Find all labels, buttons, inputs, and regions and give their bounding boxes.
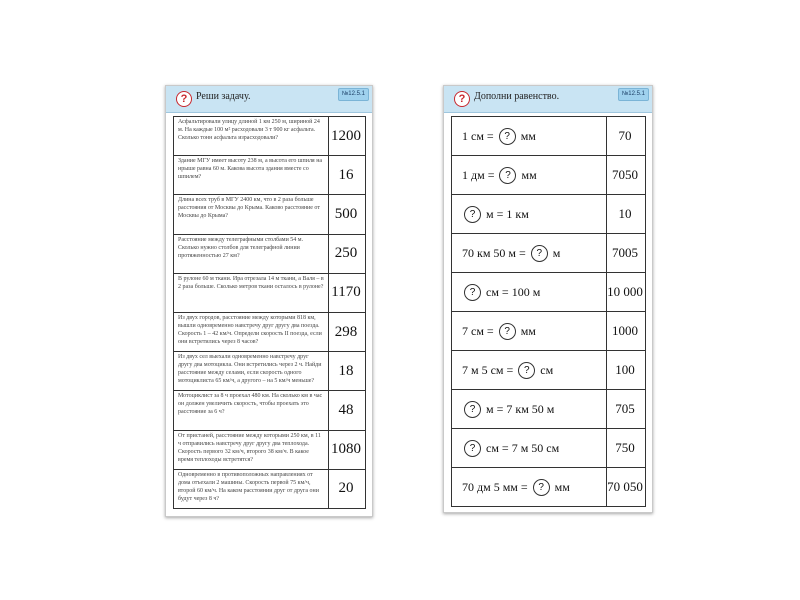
equation-right: м [549, 246, 561, 260]
problem-text: Длина всех труб в МГУ 2400 км, что в 2 раза больше расстояния от Москвы до Крыма. Каково расстояние от Москвы до Крыма? [174, 195, 329, 233]
problem-text: Здание МГУ имеет высоту 238 м, а высота его шпиля на нрыше равна 60 м. Какова высота здания вместе со шпилем? [174, 156, 329, 194]
problem-text: Одновременно в противоположных направлениях от дома отъехали 2 машины. Скорость первой 75 км/ч, второй 60 км/ч. На каком расстоянии друг от друга они будут через 8 ч? [174, 470, 329, 508]
problem-text: Мотоциклист за 8 ч проехал 480 км. На сколько км в час он должен увеличить скорость, чтобы проехать это расстояние за 6 ч? [174, 391, 329, 429]
equation-text [452, 429, 607, 467]
table-row [451, 273, 646, 312]
table-row [173, 156, 366, 195]
answer-value: 750 [615, 440, 635, 455]
blank-question-icon: ? [464, 440, 481, 457]
equation-text [452, 351, 607, 389]
blank-question-icon: ? [518, 362, 535, 379]
card-tag: №12.5.1 [338, 88, 369, 101]
blank-question-icon: ? [499, 167, 516, 184]
table-row [451, 351, 646, 390]
blank-question-icon: ? [464, 284, 481, 301]
blank-question-icon: ? [499, 128, 516, 145]
answer-value: 1170 [331, 284, 361, 301]
equation-right: см [537, 363, 554, 377]
equation-card-right [443, 85, 653, 513]
problem-text: Расстояние между телеграфными столбами 54 м. Сколько нужно столбов для телеграфной линии протяженностью 27 км? [174, 235, 329, 273]
table-row [173, 117, 366, 156]
problem-text: Асфальтировали улицу длиной 1 км 250 м, шириной 24 м. На каждые 100 м² расходовали 3 т 900 кг асфальта. Сколько тонн асфальта израсходовали? [174, 117, 329, 155]
answer-value: 7005 [612, 245, 638, 260]
problem-card-left [165, 85, 373, 517]
answer-value: 48 [338, 401, 354, 418]
answer-value: 1200 [331, 127, 361, 144]
table-row [173, 313, 366, 352]
equation-text [452, 195, 607, 233]
equation-text [452, 117, 607, 155]
problem-text: От пристаней, расстояние между которыми 250 км, в 11 ч отправились навстречу друг другу два теплохода. Скорость первого 32 км/ч, второго 38 км/ч. В какое время теплоходы встретятся? [174, 431, 329, 469]
equation-left: 70 дм 5 мм = [462, 480, 531, 494]
answer-value: 100 [615, 362, 635, 377]
answer-value: 10 [618, 206, 632, 221]
table-row [173, 391, 366, 430]
answer-value: 298 [334, 323, 358, 340]
card-title: Дополни равенство. [474, 91, 560, 102]
table-row [451, 117, 646, 156]
answer-value: 10 000 [607, 284, 643, 299]
equation-right: см = 100 м [483, 285, 541, 299]
table-row [451, 312, 646, 351]
equation-text [452, 234, 607, 272]
table-row [173, 431, 366, 470]
table-row [451, 468, 646, 507]
equation-left: 70 км 50 м = [462, 246, 529, 260]
equation-left: 1 дм = [462, 168, 498, 182]
equation-left: 7 см = [462, 324, 497, 338]
table-row [451, 390, 646, 429]
equation-right: м = 1 км [483, 207, 529, 221]
equation-left: 7 м 5 см = [462, 363, 517, 377]
answer-value: 250 [334, 245, 358, 262]
card-title: Реши задачу. [196, 91, 251, 102]
equation-right: м = 7 км 50 м [483, 402, 555, 416]
blank-question-icon: ? [464, 206, 481, 223]
card-tag: №12.5.1 [618, 88, 649, 101]
equation-right: мм [517, 129, 536, 143]
answer-value: 7050 [612, 167, 638, 182]
answer-value: 500 [334, 205, 358, 222]
answer-value: 70 [618, 128, 632, 143]
table-row [173, 274, 366, 313]
blank-question-icon: ? [531, 245, 548, 262]
equation-right: мм [518, 168, 537, 182]
problem-text: В рулоне 60 м ткани. Ира отрезала 14 м ткани, а Валя – в 2 раза больше. Сколько метров ткани осталось в рулоне? [174, 274, 329, 312]
blank-question-icon: ? [464, 401, 481, 418]
table-row [173, 352, 366, 391]
table-row [173, 195, 366, 234]
table-row [173, 235, 366, 274]
question-icon: ? [454, 91, 470, 107]
equation-text [452, 312, 607, 350]
table-row [451, 429, 646, 468]
table-row [451, 156, 646, 195]
equation-right: мм [551, 480, 570, 494]
equation-right: см = 7 м 50 см [483, 441, 560, 455]
problems-table [173, 116, 366, 510]
table-row [451, 234, 646, 273]
blank-question-icon: ? [533, 479, 550, 496]
problem-text: Из двух сел выехали одновременно навстречу друг другу два мотоцикла. Они встретились через 2 ч. Найди расстояние между селами, если скорость одного мотоциклиста 65 км/ч, а другого – на 5 км/ч меньше? [174, 352, 329, 390]
equation-text [452, 273, 607, 311]
question-icon: ? [176, 91, 192, 107]
card-header [444, 86, 652, 113]
answer-value: 1080 [331, 441, 361, 458]
equation-text [452, 468, 607, 506]
answer-value: 705 [615, 401, 635, 416]
answer-value: 20 [338, 480, 354, 497]
table-row [173, 470, 366, 509]
answer-value: 70 050 [607, 479, 643, 494]
answer-value: 1000 [612, 323, 638, 338]
problem-text: Из двух городов, расстояние между которыми 818 км, вышли одновременно навстречу друг другу два поезда. Скорость 1 – 42 км/ч. Определи скорость II поезда, если они встретились через 8 часов? [174, 313, 329, 351]
table-row [451, 195, 646, 234]
card-header [166, 86, 372, 113]
answer-value: 18 [338, 362, 354, 379]
equation-left: 1 см = [462, 129, 497, 143]
equations-table [451, 116, 646, 506]
blank-question-icon: ? [499, 323, 516, 340]
answer-value: 16 [338, 166, 354, 183]
equation-text [452, 390, 607, 428]
equation-right: мм [517, 324, 536, 338]
equation-text [452, 156, 607, 194]
